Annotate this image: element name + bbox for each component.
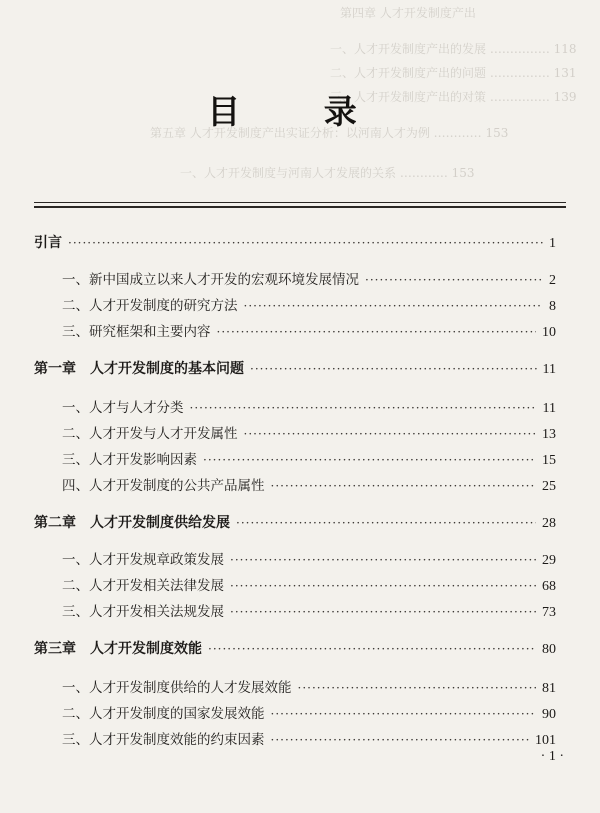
toc-section[interactable]: 一、新中国成立以来人才开发的宏观环境发展情况 ····· 2	[62, 268, 556, 289]
toc-chapter-1[interactable]: 第一章 人才开发制度的基本问题 ····· 11	[34, 358, 556, 378]
leader-dots	[365, 273, 543, 287]
leader-dots	[271, 733, 530, 747]
ghost-text: 第四章 人才开发制度产出	[340, 6, 476, 20]
leader-dots	[230, 605, 536, 619]
toc-section[interactable]: 四、人才开发制度的公共产品属性 ····· 25	[62, 474, 556, 495]
leader-dots	[271, 479, 537, 493]
ghost-text: 一、人才开发制度产出的发展 …………… 118	[330, 42, 577, 56]
leader-dots	[190, 401, 537, 415]
ghost-text: 三、人才开发制度产出的对策 …………… 139	[330, 90, 577, 104]
leader-dots	[298, 681, 537, 695]
leader-dots	[230, 579, 536, 593]
toc-chapter-intro[interactable]: 引言 ····· 1	[34, 232, 556, 252]
toc-chapter-3[interactable]: 第三章 人才开发制度效能 ····· 80	[34, 638, 556, 658]
toc-section[interactable]: 二、人才开发制度的国家发展效能 ····· 90	[62, 702, 556, 723]
toc-section[interactable]: 二、人才开发相关法律发展 ····· 68	[62, 574, 556, 595]
toc-section[interactable]: 一、人才与人才分类 ····· 11	[62, 396, 556, 417]
page-number: · 1 ·	[540, 749, 564, 764]
toc-section[interactable]: 二、人才开发制度的研究方法 ····· 8	[62, 294, 556, 315]
leader-dots	[271, 707, 537, 721]
toc-section[interactable]: 二、人才开发与人才开发属性 ····· 13	[62, 422, 556, 443]
ghost-text: 二、人才开发制度产出的问题 …………… 131	[330, 66, 577, 80]
leader-dots	[244, 299, 544, 313]
toc-section[interactable]: 一、人才开发制度供给的人才发展效能 ····· 81	[62, 676, 556, 697]
leader-dots	[244, 427, 537, 441]
leader-dots	[236, 516, 536, 530]
toc-section[interactable]: 三、人才开发制度效能的约束因素 ····· 101	[62, 728, 556, 749]
page-title: 目 录	[207, 92, 393, 131]
leader-dots	[68, 236, 543, 250]
toc-section[interactable]: 三、研究框架和主要内容 ····· 10	[62, 320, 556, 341]
leader-dots	[208, 642, 536, 656]
toc-chapter-2[interactable]: 第二章 人才开发制度供给发展 ····· 28	[34, 512, 556, 532]
ghost-text: 一、人才开发制度与河南人才发展的关系 ………… 153	[180, 166, 475, 180]
toc-section[interactable]: 三、人才开发影响因素 ····· 15	[62, 448, 556, 469]
toc-section[interactable]: 一、人才开发规章政策发展 ····· 29	[62, 548, 556, 569]
leader-dots	[230, 553, 536, 567]
toc-section[interactable]: 三、人才开发相关法规发展 ····· 73	[62, 600, 556, 621]
leader-dots	[217, 325, 537, 339]
ghost-text: 第五章 人才开发制度产出实证分析：以河南人才为例 ………… 153	[150, 126, 509, 140]
leader-dots	[203, 453, 536, 467]
leader-dots	[250, 362, 537, 376]
